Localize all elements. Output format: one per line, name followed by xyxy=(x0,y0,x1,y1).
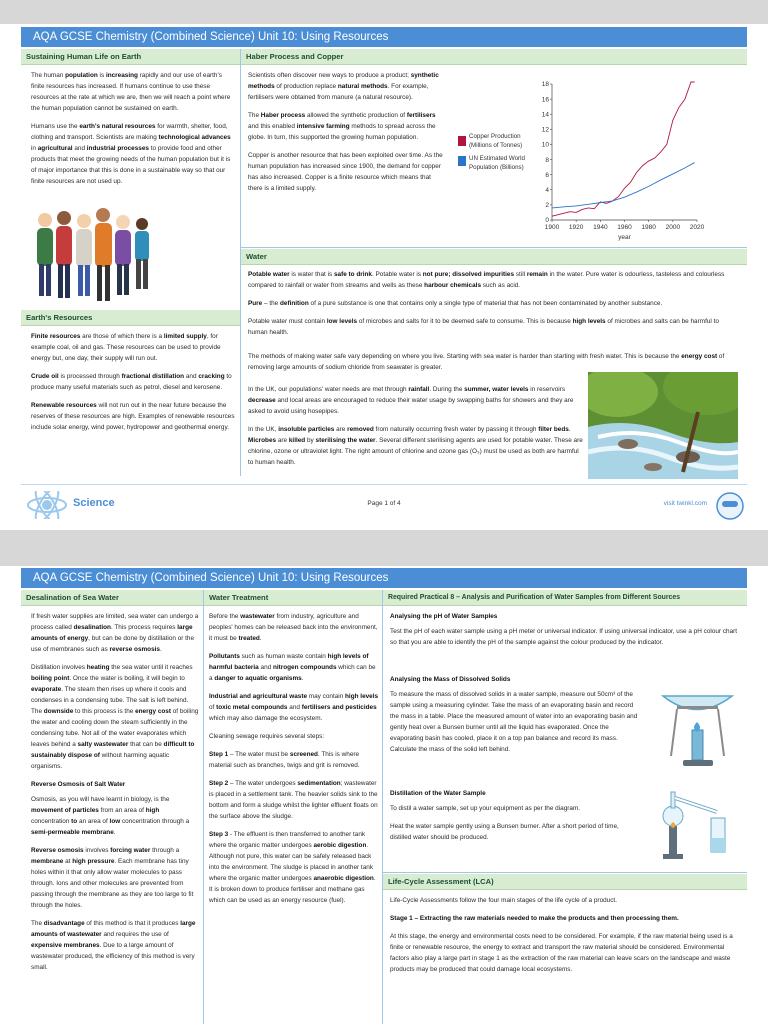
text-run: Humans use the xyxy=(31,123,80,130)
text-run: of production replace xyxy=(274,83,338,90)
ph-text xyxy=(390,611,740,661)
text-run: by xyxy=(305,437,316,444)
text-run: still xyxy=(514,271,527,278)
paragraph xyxy=(248,110,443,143)
paragraph xyxy=(209,691,379,724)
bold-term: high levels xyxy=(572,318,606,325)
text-run: may contain xyxy=(307,693,346,700)
text-run: are xyxy=(276,437,289,444)
bold-term: energy cost xyxy=(681,353,718,360)
section-heading-required-practical: Required Practical 8 – Analysis and Purification of Water Samples from Different Sources xyxy=(383,590,747,606)
text-run: . Although not pure, this water can be safely released back into the environment. The sludge is placed in another tank where the organic matter undergoes xyxy=(209,842,374,882)
bold-term: aerobic digestion xyxy=(313,842,367,849)
bold-term: boiling point xyxy=(31,675,70,682)
text-run: Scientists often discover new ways to produce a product; xyxy=(248,72,411,79)
water-text-bottom xyxy=(248,384,583,484)
paragraph xyxy=(248,351,738,373)
text-run: from industry, agriculture and peoples' homes can be released back into the environment, it must be xyxy=(209,613,378,642)
y-tick-label: 10 xyxy=(541,141,549,149)
page-number: Page 1 of 4 xyxy=(367,500,401,507)
text-run: Heat the water sample gently using a Bunsen burner. After a short period of time, distilled water should be produced. xyxy=(390,823,619,841)
text-run: In the UK, xyxy=(248,426,279,433)
x-tick-label: 2020 xyxy=(689,224,705,231)
text-run: of xyxy=(209,704,217,711)
paragraph xyxy=(248,70,443,103)
paragraph xyxy=(31,371,236,393)
x-tick-label: 1940 xyxy=(593,224,608,231)
text-run: Cleaning sewage requires several steps: xyxy=(209,733,325,740)
text-run: , for example coal, oil and gas. These resources can be used to provide energy but, one day, their supply will run out. xyxy=(31,333,221,362)
bold-term: fertilisers and pesticides xyxy=(301,704,377,711)
bold-term: summer, water levels xyxy=(464,386,529,393)
text-run: . xyxy=(568,426,571,433)
paragraph xyxy=(390,913,740,924)
copper-population-chart xyxy=(540,80,735,244)
bold-term: cracking xyxy=(198,373,225,380)
twinkl-link[interactable]: visit twinkl.com xyxy=(663,500,707,507)
water-treatment-text xyxy=(209,611,379,1021)
legend-label-copper: Copper Production (Millions of Tonnes) xyxy=(469,133,523,149)
text-run: of microbes and salts can be harmful to human health. xyxy=(248,318,719,336)
text-run: and xyxy=(258,664,273,671)
paragraph xyxy=(390,689,640,755)
bold-term: high levels xyxy=(345,693,379,700)
text-run: of this method is that it produces xyxy=(84,920,181,927)
bold-term: killed xyxy=(288,437,306,444)
paragraph xyxy=(248,316,738,338)
bold-term: reverse osmosis xyxy=(109,646,160,653)
bold-term: difficult to sustainably dispose of xyxy=(31,741,195,759)
text-run: to produce many useful materials such as petrol, diesel and kerosene. xyxy=(31,373,232,391)
haber-text xyxy=(248,70,443,260)
people-icon xyxy=(31,206,161,324)
text-run: without harming aquatic organisms. xyxy=(31,752,170,770)
text-run: rapidly and our use of earth's finite resources has increased. If humans continue to use these resources at the rate at which we are, then we will reach a point where the human population cannot be sustained on earth. xyxy=(31,72,231,112)
bold-term: technological advances xyxy=(158,134,231,141)
bold-term: Step 1 xyxy=(209,751,229,758)
bold-term: intensive farming xyxy=(296,123,350,130)
bold-term: semi-permeable membrane xyxy=(31,829,114,836)
x-tick-label: 1920 xyxy=(568,224,584,231)
text-run: of microbes and salts for it to be deemed safe to consume. This is because xyxy=(357,318,573,325)
series-line-1 xyxy=(552,163,695,208)
ph-title: Analysing the pH of Water Samples xyxy=(390,613,498,620)
earths-resources-text xyxy=(31,331,236,481)
distillation-text xyxy=(390,788,640,868)
bold-term: increasing xyxy=(105,72,138,79)
text-run: which may also damage the ecosystem. xyxy=(209,715,323,722)
twinkl-badge-icon xyxy=(715,491,745,521)
text-run: Potable water must contain xyxy=(248,318,327,325)
text-run: . xyxy=(159,646,162,653)
x-tick-label: 1960 xyxy=(617,224,632,231)
text-run: Test the pH of each water sample using a pH meter or universal indicator. If using universal indicator, use a pH colour chart so that you are able to identify the pH of the sample against the colour produced by the indicator. xyxy=(390,628,738,646)
legend-label-population: UN Estimated World Population (Billions) xyxy=(469,155,525,171)
text-run: allowed the synthetic production of xyxy=(305,112,407,119)
lca-text xyxy=(390,895,740,1020)
bold-term: Industrial and agricultural waste xyxy=(209,693,308,700)
bold-term: nitrogen compounds xyxy=(272,664,337,671)
text-run: The human xyxy=(31,72,66,79)
evaporating-basin-icon xyxy=(655,678,740,773)
x-tick-label: 1900 xyxy=(544,224,560,231)
bold-term: rainfall xyxy=(408,386,430,393)
text-run: . Each membrane has tiny holes within it that only allow water molecules to pass through. Ions and other molecules are prevented from passing through the membrane as they are too large to fit through the holes. xyxy=(31,858,194,909)
paragraph xyxy=(31,918,199,973)
sustaining-text xyxy=(31,70,236,220)
bold-term: not pure; dissolved impurities xyxy=(422,271,515,278)
bold-term: Microbes xyxy=(248,437,277,444)
paragraph xyxy=(390,821,640,843)
bold-term: insoluble particles xyxy=(278,426,335,433)
bold-term: evaporate xyxy=(31,686,62,693)
text-run: of removing large amounts of sodium chloride from seawater is greater. xyxy=(248,353,725,371)
bold-term: high pressure xyxy=(72,858,115,865)
bold-term: removed xyxy=(347,426,374,433)
bold-term: low xyxy=(109,818,121,825)
column-divider xyxy=(203,590,204,1024)
bold-term: fractional distillation xyxy=(121,373,185,380)
x-tick-label: 1980 xyxy=(641,224,656,231)
bold-term: natural methods xyxy=(337,83,388,90)
distillation-title: Distillation of the Water Sample xyxy=(390,790,486,797)
bold-term: sedimentation xyxy=(297,780,341,787)
text-run: involves xyxy=(83,847,111,854)
x-tick-label: 2000 xyxy=(665,224,681,231)
page-1 xyxy=(0,24,768,530)
bold-term: decrease xyxy=(248,397,276,404)
text-run: is processed through xyxy=(58,373,122,380)
bold-term: synthetic methods xyxy=(248,72,439,90)
text-run: . This is where material such as branches, twigs and grit is removed. xyxy=(209,751,360,769)
text-run: Distillation involves xyxy=(31,664,87,671)
bold-term: anaerobic digestion xyxy=(313,875,374,882)
text-run: in xyxy=(31,145,38,152)
text-run: To distil a water sample, set up your equipment as per the diagram. xyxy=(390,805,581,812)
section-heading-sustaining: Sustaining Human Life on Earth xyxy=(21,49,240,65)
page-footer xyxy=(21,484,747,524)
text-run: to this process is the xyxy=(73,708,136,715)
paragraph xyxy=(209,651,379,684)
paragraph xyxy=(31,400,236,433)
legend-swatch-copper xyxy=(458,136,466,146)
bold-term: fertilisers xyxy=(406,112,436,119)
paragraph xyxy=(31,121,236,187)
bold-term: Step 2 xyxy=(209,780,229,787)
text-run: Osmosis, as you will have learnt in biology, is the xyxy=(31,796,170,803)
text-run: from an area of xyxy=(98,807,146,814)
paragraph xyxy=(390,803,640,814)
text-run: . Potable water is xyxy=(371,271,423,278)
text-run: . xyxy=(113,829,116,836)
page-title: AQA GCSE Chemistry (Combined Science) Unit 10: Using Resources xyxy=(21,568,747,588)
bold-term: Finite resources xyxy=(31,333,81,340)
text-run: will not run out in the near future because the reserves of these resources are high. Examples of renewable resources include solar energy, wind power, hydropower and geothermal energy. xyxy=(31,402,235,431)
text-run: concentration through a xyxy=(120,818,190,825)
text-run: and local areas are encouraged to reduce their water usage by swapping baths for showers and they are asked to avoid using hosepipes. xyxy=(248,397,574,415)
series-line-0 xyxy=(552,82,695,216)
bold-term: safe to drink xyxy=(333,271,372,278)
y-tick-label: 16 xyxy=(541,96,549,104)
text-run: in the water. Pure water is odourless, tasteless and colourless compared to rainfall or water from streams and wells as these xyxy=(248,271,725,289)
paragraph xyxy=(209,731,379,742)
bold-term: energy cost xyxy=(135,708,171,715)
y-tick-label: 0 xyxy=(545,217,549,225)
paragraph xyxy=(31,662,199,772)
bold-term: Haber process xyxy=(260,112,306,119)
bold-term: filter beds xyxy=(538,426,569,433)
text-run: If fresh water supplies are limited, sea water can undergo a process called xyxy=(31,613,199,631)
distillation-apparatus-icon xyxy=(655,778,740,873)
text-run: and xyxy=(287,704,302,711)
paragraph xyxy=(390,626,740,648)
y-tick-label: 8 xyxy=(545,156,549,164)
text-run: that can be xyxy=(128,741,164,748)
bold-term: Renewable resources xyxy=(31,402,97,409)
bold-term: high levels of harmful bacteria xyxy=(209,653,369,671)
bold-term: low levels xyxy=(326,318,358,325)
y-tick-label: 4 xyxy=(545,186,549,194)
bold-term: salty wastewater xyxy=(77,741,129,748)
bold-term: Reverse osmosis xyxy=(31,847,84,854)
text-run: and xyxy=(72,145,87,152)
text-run: At this stage, the energy and environmental costs need to be considered. For example, if the raw material being used is a finite or renewable resource, the energy to extract and transport the raw material should be considered. Environmental factors also play a large part in stage 1 as the extraction of the raw material can leave scars on the landscape and waste products may be produced that could damage local ecosystems. xyxy=(390,933,733,973)
text-run: – The water undergoes xyxy=(228,780,298,787)
bold-term: Pollutants xyxy=(209,653,240,660)
paragraph xyxy=(31,845,199,911)
text-run: from naturally occurring fresh water by passing it through xyxy=(373,426,539,433)
paragraph xyxy=(248,424,583,468)
bold-term: movement of particles xyxy=(31,807,99,814)
section-heading-water: Water xyxy=(241,249,747,265)
text-run: such as acid. xyxy=(481,282,521,289)
bold-term: harbour chemicals xyxy=(424,282,481,289)
text-run: , but can be done by distillation or the use of membranes such as xyxy=(31,635,195,653)
text-run: and this enabled xyxy=(248,123,297,130)
bold-term: industrial processes xyxy=(86,145,149,152)
bold-term: forcing water xyxy=(110,847,151,854)
x-axis-label: year xyxy=(618,234,631,241)
section-divider xyxy=(383,872,747,873)
page-title: AQA GCSE Chemistry (Combined Science) Unit 10: Using Resources xyxy=(21,27,747,47)
section-heading-lca: Life-Cycle Assessment (LCA) xyxy=(383,874,747,890)
stream-picture xyxy=(588,372,738,479)
text-run: . Once the water is boiling, it will begin to xyxy=(69,675,185,682)
paragraph xyxy=(390,895,740,906)
section-divider xyxy=(241,247,747,248)
paragraph xyxy=(248,269,738,291)
bold-term: limited supply xyxy=(163,333,207,340)
footer-brand: Science xyxy=(73,497,115,509)
bold-term: sterilising the water xyxy=(315,437,376,444)
text-run: of a pure substance is one that contains only a single type of material that has not been contaminated by another substance. xyxy=(308,300,663,307)
text-run: The xyxy=(248,112,261,119)
text-run: – the xyxy=(262,300,280,307)
bold-term: Potable water xyxy=(248,271,290,278)
bold-term: Stage 1 – Extracting the raw materials needed to make the products and then processing them. xyxy=(390,915,679,922)
bold-term: desalination xyxy=(73,624,111,631)
bold-term: high xyxy=(145,807,160,814)
people-illustration xyxy=(31,206,161,324)
bold-term: danger to aquatic organisms xyxy=(214,675,302,682)
dissolved-solids-title: Analysing the Mass of Dissolved Solids xyxy=(390,676,511,683)
text-run: are those of which there is a xyxy=(80,333,164,340)
text-run: . xyxy=(259,635,262,642)
text-run: and requires the use of xyxy=(101,931,169,938)
text-run: is xyxy=(97,72,106,79)
section-heading-water-treatment: Water Treatment xyxy=(204,590,382,606)
paragraph xyxy=(31,611,199,655)
paragraph xyxy=(248,150,443,194)
text-run: . The steam then rises up where it cools and condenses in a condensing tube. The salt is left behind. The xyxy=(31,686,189,715)
legend-swatch-population xyxy=(458,156,466,166)
text-run: . For example, fertilisers were obtained from manure (a natural resource). xyxy=(248,83,429,101)
bold-term: earth's natural resources xyxy=(79,123,156,130)
paragraph xyxy=(31,331,236,364)
bold-term: agricultural xyxy=(37,145,73,152)
text-run: the sea water until it reaches xyxy=(109,664,193,671)
text-run: The xyxy=(31,920,44,927)
text-run: an area of xyxy=(77,818,110,825)
text-run: methods to spread across the globe. In turn, this supported the growing human population. xyxy=(248,123,436,141)
paragraph xyxy=(31,70,236,114)
bold-term: to xyxy=(71,818,78,825)
text-run: . It is broken down to produce fertiliser and methane gas which can be used as an energy resource (fuel). xyxy=(209,875,376,904)
text-run: in reservoirs xyxy=(528,386,566,393)
paragraph xyxy=(209,611,379,644)
text-run: – The water must be xyxy=(228,751,290,758)
column-divider xyxy=(382,590,383,1024)
text-run: through a xyxy=(150,847,180,854)
bold-term: screened xyxy=(289,751,318,758)
text-run: The methods of making water safe vary depending on where you live. Starting with sea water is harder than starting with fresh water. This is because the xyxy=(248,353,682,360)
bold-term: large amounts of energy xyxy=(31,624,193,642)
bold-term: disadvantage xyxy=(43,920,85,927)
text-run: concentration xyxy=(31,818,72,825)
paragraph xyxy=(248,298,738,309)
text-run: . During the xyxy=(429,386,465,393)
y-tick-label: 2 xyxy=(545,202,549,210)
paragraph xyxy=(248,384,583,417)
text-run: ; wastewater is placed in a settlement tank. The heavier solids sink to the bottom and form a sludge whilst the lighter effluent floats on the surface above the sludge. xyxy=(209,780,378,820)
text-run: To measure the mass of dissolved solids in a water sample, measure out 50cm³ of the sample using a measuring cylinder. Take the mass of an evaporating basin and record the mass in a table. Place the measured amount of water into an evaporating basin and gently heat over a Bunsen burner until all the liquid has evaporated. Once the evaporating basin has cooled, place it on a top pan balance and record its mass. Calculate the mass of the solid left behind. xyxy=(390,691,638,753)
paragraph xyxy=(209,778,379,822)
text-run: Before the xyxy=(209,613,241,620)
bold-term: heating xyxy=(86,664,110,671)
bold-term: membrane xyxy=(31,858,64,865)
text-run: In the UK, our populations' water needs are met through xyxy=(248,386,409,393)
bold-term: wastewater xyxy=(240,613,275,620)
bold-term: Step 3 xyxy=(209,831,229,838)
reverse-osmosis-title: Reverse Osmosis of Salt Water xyxy=(31,781,126,788)
bold-term: population xyxy=(65,72,98,79)
text-run: Life-Cycle Assessments follow the four main stages of the life cycle of a product. xyxy=(390,897,617,904)
dissolved-solids-text xyxy=(390,674,640,784)
text-run: are xyxy=(334,426,348,433)
bold-term: downside xyxy=(43,708,74,715)
text-run: . Several different sterilising agents are used for potable water. These are chlorine, ozone or ultraviolet light. The right amount of chlorine and ozone gas (O₃) must be used as both are harmful to human health. xyxy=(248,437,583,466)
bold-term: large amounts of wastewater xyxy=(31,920,196,938)
page-2 xyxy=(0,566,768,1024)
paragraph xyxy=(390,931,740,975)
text-run: . xyxy=(301,675,304,682)
bold-term: Crude oil xyxy=(31,373,59,380)
text-run: to provide food and other products that meet the growing needs of the human population but it is of major importance that this is done in a sustainable way so that our finite resources are not used up. xyxy=(31,145,231,185)
text-run: and xyxy=(184,373,199,380)
bold-term: remain xyxy=(526,271,548,278)
y-tick-label: 14 xyxy=(541,111,549,119)
paragraph xyxy=(31,794,199,838)
bold-term: treated xyxy=(238,635,260,642)
paragraph xyxy=(209,829,379,906)
text-run: . This process requires xyxy=(110,624,178,631)
text-run: - The effluent is then transferred to another tank where the organic matter undergoes xyxy=(209,831,366,849)
bold-term: expensive membranes xyxy=(31,942,100,949)
y-tick-label: 18 xyxy=(541,81,549,89)
stream-icon xyxy=(588,372,738,479)
y-tick-label: 6 xyxy=(545,171,549,179)
text-run: which can be a xyxy=(209,664,376,682)
desalination-text xyxy=(31,611,199,1021)
section-heading-haber: Haber Process and Copper xyxy=(241,49,747,65)
bold-term: definition xyxy=(279,300,309,307)
text-run: of boiling the water and cooling down the steam sufficiently in the condensing tube. Not all of the water evaporates which leaves behind a xyxy=(31,708,199,748)
text-run: Copper is another resource that has been exploited over time. As the human population has increased since 1900, the demand for copper has also increased. Copper is a finite resource which means that there is a limited supply. xyxy=(248,152,443,192)
bold-term: toxic metal compounds xyxy=(216,704,288,711)
y-tick-label: 12 xyxy=(541,126,549,134)
water-text-top xyxy=(248,269,738,339)
section-heading-earths-resources: Earth's Resources xyxy=(21,310,240,326)
text-run: is water that is xyxy=(289,271,334,278)
section-heading-desalination: Desalination of Sea Water xyxy=(21,590,203,606)
paragraph xyxy=(209,749,379,771)
text-run: for warmth, shelter, food, clothing and transport. Scientists are making xyxy=(31,123,228,141)
text-run: such as human waste contain xyxy=(239,653,328,660)
bold-term: Pure xyxy=(248,300,263,307)
text-run: . Due to a large amount of wastewater produced, the efficiency of this method is very small. xyxy=(31,942,195,971)
text-run: at xyxy=(63,858,73,865)
